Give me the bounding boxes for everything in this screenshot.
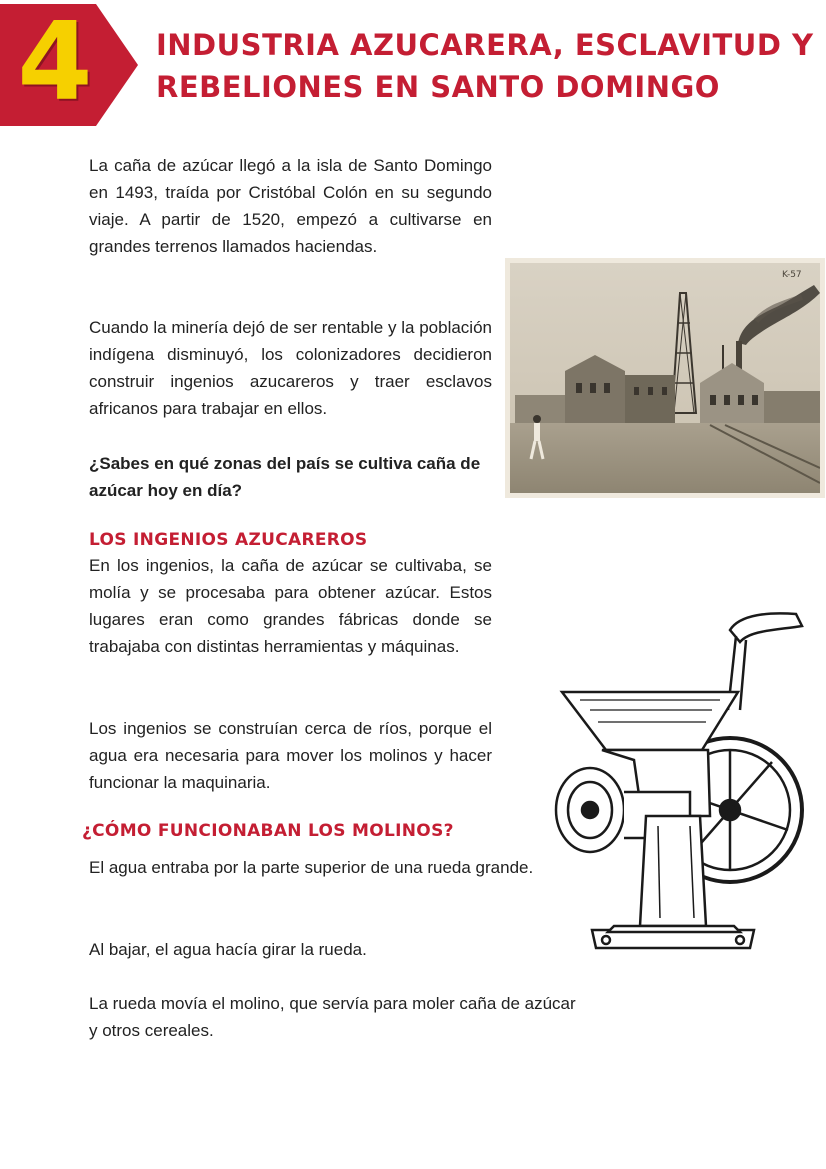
chapter-number: 4 [17,0,89,125]
sugar-mill-photo-image [510,263,820,493]
molinos-paragraph-1: El agua entraba por la parte superior de una rueda grande. [89,858,534,877]
question-text: ¿Sabes en qué zonas del país se cultiva caña de azúcar hoy en día? [89,454,481,500]
sugar-mill-illustration [550,600,812,960]
sugar-mill-photo [505,258,825,498]
chapter-badge [0,0,140,126]
intro-paragraph-1: La caña de azúcar llegó a la isla de Santo Domingo en 1493, traída por Cristóbal Colón en su segundo viaje. A partir de 1520, empezó a cultivarse en grandes terrenos llamados haciendas. [89,156,492,256]
section-heading-ingenios: LOS INGENIOS AZUCAREROS [89,530,368,550]
section-heading-molinos: ¿CÓMO FUNCIONABAN LOS MOLINOS? [82,821,454,841]
molinos-paragraph-3: La rueda movía el molino, que servía para moler caña de azúcar y otros cereales. [89,994,576,1040]
grinder-drawing [550,600,812,960]
molinos-paragraph-2: Al bajar, el agua hacía girar la rueda. [89,940,367,959]
intro-paragraph-2: Cuando la minería dejó de ser rentable y la población indígena disminuyó, los colonizadores decidieron construir ingenios azucareros y traer esclavos africanos para trabajar en ellos. [89,318,492,418]
ingenios-paragraph-2: Los ingenios se construían cerca de ríos, porque el agua era necesaria para mover los molinos y hacer funcionar la maquinaria. [89,719,492,792]
ingenios-paragraph-1: En los ingenios, la caña de azúcar se cultivaba, se molía y se procesaba para obtener azúcar. Estos lugares eran como grandes fábricas donde se trabajaba con distintas herramientas y máquinas. [89,556,492,656]
page-title: INDUSTRIA AZUCARERA, ESCLAVITUD Y REBELIONES EN SANTO DOMINGO [156,28,814,104]
photo-stamp: K-57 [782,270,802,280]
